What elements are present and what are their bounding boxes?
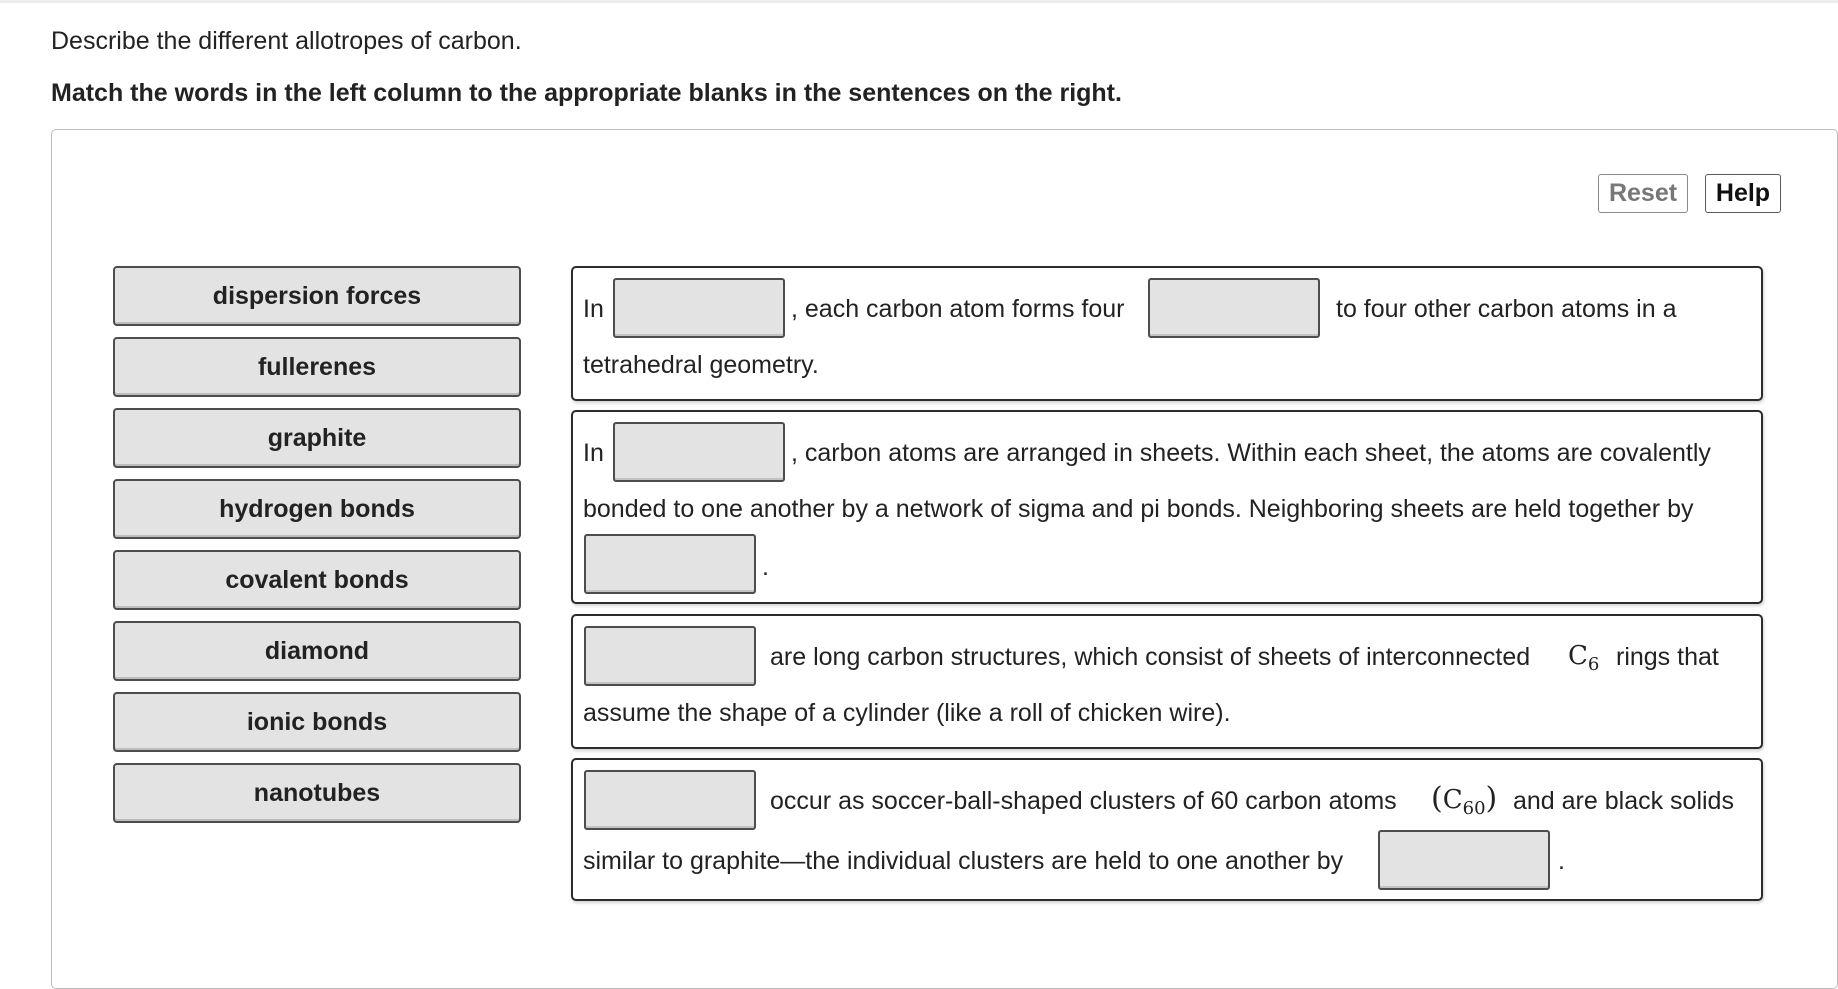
- question-instruction: Match the words in the left column to the appropriate blanks in the sentences on the right.: [51, 79, 1122, 107]
- sentence-1-in: In: [583, 295, 604, 323]
- word-tile-nanotubes[interactable]: nanotubes: [113, 763, 521, 823]
- sentence-4-blank-2[interactable]: [1378, 830, 1550, 890]
- sentence-4-tail: and are black solids: [1513, 787, 1734, 815]
- top-divider: [0, 0, 1838, 3]
- word-tile-fullerenes[interactable]: fullerenes: [113, 337, 521, 397]
- word-tile-diamond[interactable]: diamond: [113, 621, 521, 681]
- word-tile-ionic-bonds[interactable]: ionic bonds: [113, 692, 521, 752]
- word-tile-covalent-bonds[interactable]: covalent bonds: [113, 550, 521, 610]
- sentence-1-blank-1[interactable]: [613, 278, 785, 338]
- word-tile-dispersion-forces[interactable]: dispersion forces: [113, 266, 521, 326]
- sentence-4: [571, 758, 1763, 901]
- sentence-3: [571, 614, 1763, 749]
- sentence-2-line-2: bonded to one another by a network of sigma and pi bonds. Neighboring sheets are held together by: [583, 495, 1694, 523]
- sentence-3-blank-1[interactable]: [584, 626, 756, 686]
- sentence-1-blank-2[interactable]: [1148, 278, 1320, 338]
- sentence-1-mid: , each carbon atom forms four: [791, 295, 1125, 323]
- help-button[interactable]: Help: [1705, 174, 1781, 213]
- sentence-3-tail: rings that: [1616, 643, 1719, 671]
- sentence-2-mid: , carbon atoms are arranged in sheets. Within each sheet, the atoms are covalently: [791, 439, 1711, 467]
- word-tile-hydrogen-bonds[interactable]: hydrogen bonds: [113, 479, 521, 539]
- sentence-2-in: In: [583, 439, 604, 467]
- question-prompt: Describe the different allotropes of carbon.: [51, 27, 522, 55]
- sentence-1: [571, 266, 1763, 401]
- sentence-1-tail: to four other carbon atoms in a: [1336, 295, 1677, 323]
- sentence-4-blank-1[interactable]: [584, 770, 756, 830]
- sentence-3-line-2: assume the shape of a cylinder (like a roll of chicken wire).: [583, 699, 1231, 727]
- reset-button[interactable]: Reset: [1598, 174, 1688, 213]
- sentence-4-line-2: similar to graphite—the individual clusters are held to one another by: [583, 847, 1344, 875]
- sentence-4-mid: occur as soccer-ball-shaped clusters of 60 carbon atoms: [770, 787, 1397, 815]
- sentence-2-blank-2[interactable]: [584, 534, 756, 594]
- sentence-3-mid: are long carbon structures, which consist of sheets of interconnected: [770, 643, 1531, 671]
- sentence-4-period: .: [1558, 847, 1565, 875]
- sentence-2: [571, 410, 1763, 604]
- sentence-2-period: .: [762, 553, 769, 581]
- word-tile-graphite[interactable]: graphite: [113, 408, 521, 468]
- sentence-1-line-2: tetrahedral geometry.: [583, 351, 819, 379]
- formula-c60: $(C_{60})$: [1431, 781, 1498, 820]
- sentence-2-blank-1[interactable]: [613, 422, 785, 482]
- formula-c6: $C_6$: [1568, 641, 1600, 676]
